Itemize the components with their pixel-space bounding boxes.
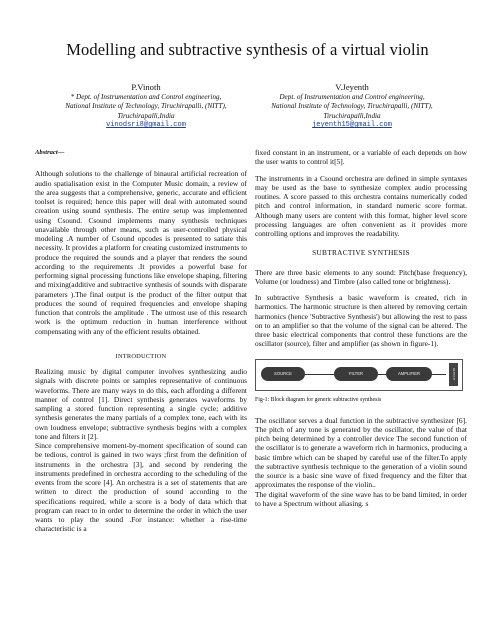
filter-block: FILTER bbox=[334, 367, 378, 381]
author-email-link[interactable]: jeyenth15@gmail.com bbox=[312, 121, 392, 130]
connector-line bbox=[305, 374, 334, 375]
body-paragraph: fixed constant in an instrument, or a variable of each depends on how the user wants to control it[5]. bbox=[255, 148, 467, 167]
author-block-2 bbox=[252, 82, 452, 131]
body-paragraph: The instruments in a Csound orchestra are defined in simple syntaxes may be used as the base to synthesize complex audio processing routines. A score passed to this orchestra contains numerically coded pitch and control information, in standard numeric score format. Although many users are content with this format, higher level score processing languages are often convenient as it provides more controlling options and improves the readability. bbox=[255, 173, 467, 238]
connector-line bbox=[432, 374, 446, 375]
subtractive-synthesis-heading: SUBTRACTIVE SYNTHESIS bbox=[312, 248, 410, 258]
left-column bbox=[35, 148, 247, 541]
intro-paragraph: Realizing music by digital computer involves synthesizing audio signals with discrete points or samples representative of continuous waveforms. There are many ways to do this, each affording a different manner of control [1]. Direct synthesis generates waveforms by sampling a stored function representing a single cycle; additive synthesis generates the many partials of a complex tone, each with its own loudness envelope; subtractive synthesis begins with a complex tone and filters it [2]. bbox=[35, 367, 247, 441]
abstract-text: Although solutions to the challenge of binaural artificial recreation of audio spatialisation exist in the Computer Music domain, a review of the area suggests that a comprehensive, generic, accurate and efficient toolset is required; hence this paper will deal with automated sound creation using sound synthesis. The entire setup was implemented using Csound. Csound implements many synthesis techniques unavailable through other means, such as user-controlled physical modeling .A number of Csound opcodes is presented to satiate this necessity. It provides a platform for creating customized instruments to produce the required the sounds and a player that renders the sound according to the requirements .It provides a powerful base for performing signal processing functions like envelope shaping, filtering and mixing(additive and subtractive synthesis of sounds with disparate parameters ).The final output is the product of the filter output that produces the sound of required frequencies and envelope shaping function that controls the amplitude . The utmost use of this research work is the optimum reduction in human interference without compensating with any of the efficient results obtained. bbox=[35, 169, 247, 336]
amplifier-block: AMPLIFIER bbox=[386, 367, 432, 381]
abstract-heading: Abstract— bbox=[35, 149, 65, 156]
author-institute: National Institute of Technology, Tiruchirapalli, (NITT), bbox=[271, 102, 433, 111]
connector-line bbox=[378, 374, 386, 375]
body-paragraph: In subtractive Synthesis a basic waveform is created, rich in harmonics. The harmonic structure is then altered by removing certain harmonics (hence 'Subtractive Synthesis') but allowing the rest to pass on to an amplifier so that the volume of the signal can be altered. The three basic electrical components that control these functions are the oscillator (source), filter and amplifier (as shown in figure-1). bbox=[255, 293, 467, 349]
body-paragraph: There are three basic elements to any sound: Pitch(base frequency), Volume (or loudness) and Timbre (also called tone or brightness). bbox=[255, 267, 467, 286]
author-location: Tiruchirapalli,India bbox=[117, 111, 175, 120]
author-name: V.Jeyenth bbox=[335, 82, 369, 92]
body-paragraph: The oscillator serves a dual function in the subtractive synthesizer [6]. The pitch of any tone is generated by the oscillator, the value of that pitch being determined by a controller device The second function of the oscillator is to generate a waveform rich in harmonics, producing a basic timbre which can be shaped by careful use of the filter.To apply the subtractive synthesis technique to the generation of a violin sound the source is a basic sine wave of fixed frequency and the filter that approximates the response of the violin.. bbox=[255, 415, 467, 490]
author-location: Tiruchirapalli,India bbox=[323, 111, 381, 120]
figure-caption: Fig-1: Block diagram for generic subtractive synthesis bbox=[255, 396, 382, 403]
author-block-1 bbox=[46, 82, 246, 131]
body-paragraph: The digital waveform of the sine wave has to be band limited, in order to have a Spectrum without aliasing. s bbox=[255, 489, 467, 508]
output-block: OUTPUT bbox=[449, 363, 458, 386]
author-dept: * Dept. of Instrumentation and Control engineering, bbox=[70, 93, 222, 101]
author-dept: Dept. of Instrumentation and Control engineering, bbox=[279, 93, 425, 101]
paper-title: Modelling and subtractive synthesis of a virtual violin bbox=[66, 40, 429, 59]
introduction-heading: INTRODUCTION bbox=[115, 352, 167, 360]
right-column bbox=[255, 148, 467, 515]
source-block: SOURCE bbox=[261, 367, 305, 381]
author-email-link[interactable]: vinodsri8@gmail.com bbox=[106, 121, 186, 130]
intro-paragraph: Since comprehensive moment-by-moment specification of sound can be tedious, control is gained in two ways ;first from the definition of instruments in the orchestra [3], and second by rendering the instruments predefined in orchestra according to the scheduling of the events from the score [4]. An orchestra is a set of statements that are written to direct the production of sound according to the specifications required, while a score is a body of data which that program can react to in order to determine the order in which the user wants to play the sound .For instance: whether a rise-time characteristic is a bbox=[35, 441, 247, 534]
block-diagram bbox=[255, 359, 463, 391]
author-name: P.Vinoth bbox=[131, 82, 161, 92]
author-institute: National Institute of Technology, Tiruchirapalli, (NITT), bbox=[65, 102, 227, 111]
